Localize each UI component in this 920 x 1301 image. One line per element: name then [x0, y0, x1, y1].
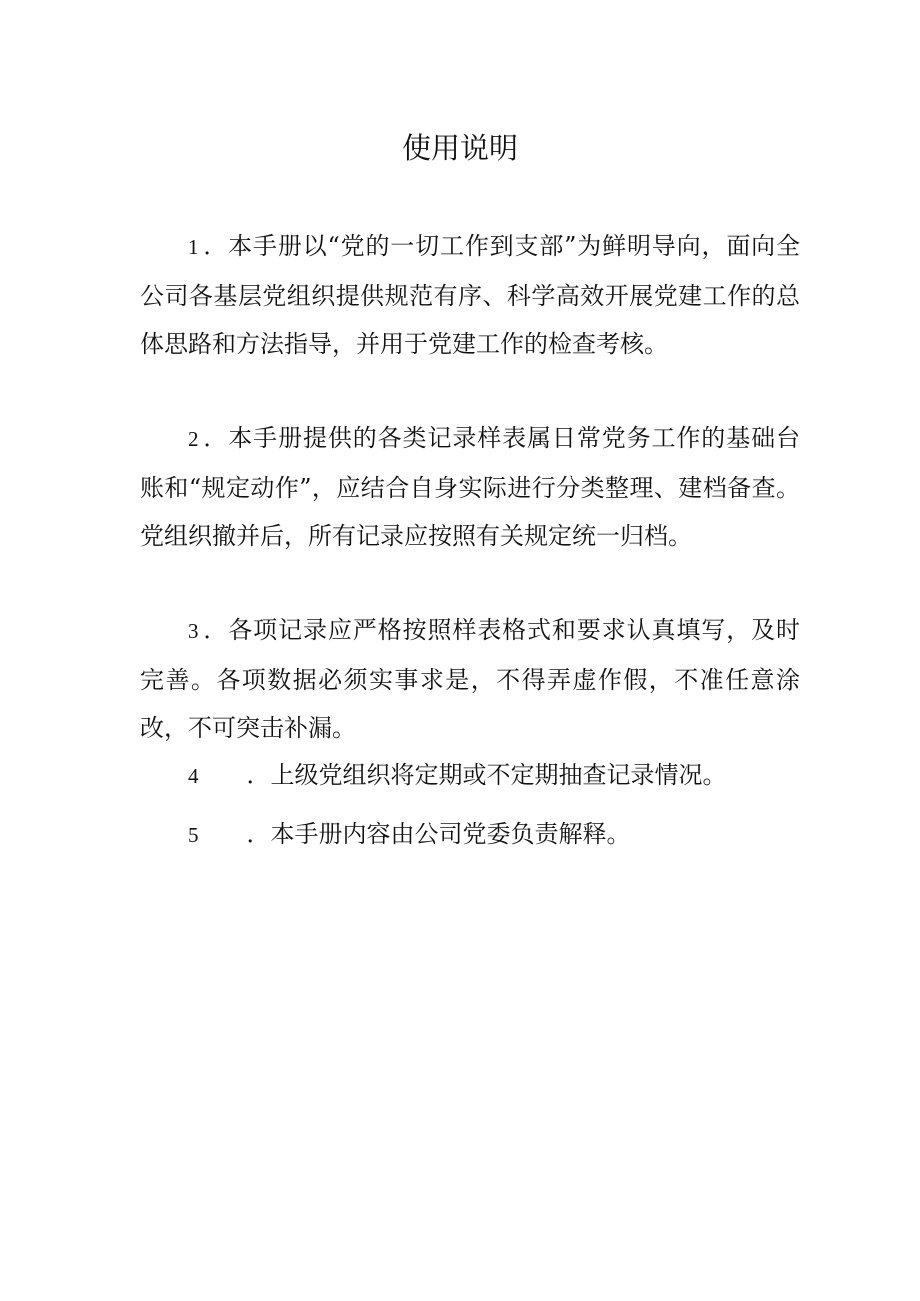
item-text: ．上级党组织将定期或不定期抽查记录情况。 [246, 761, 727, 789]
instruction-item-2 [140, 414, 800, 561]
item-text: ．本手册内容由公司党委负责解释。 [246, 820, 631, 848]
item-number: 5 [188, 823, 199, 847]
item-number: 2 [188, 427, 199, 451]
instruction-item-4 [140, 751, 800, 801]
instruction-item-5 [140, 810, 800, 860]
item-number: 4 [188, 764, 199, 788]
item-number: 3 [188, 619, 199, 643]
instruction-item-1 [140, 222, 800, 369]
item-text: ．本手册提供的各类记录样表属日常党务工作的基础台账和“规定动作”，应结合自身实际进行分类整理、建档备查。党组织撤并后，所有记录应按照有关规定统一归档。 [140, 424, 800, 550]
item-text: ．各项记录应严格按照样表格式和要求认真填写，及时完善。各项数据必须实事求是，不得弄虚作假，不准任意涂改，不可突击补漏。 [140, 616, 800, 742]
page-title: 使用说明 [401, 131, 518, 165]
instruction-item-3 [140, 606, 800, 753]
item-text: ．本手册以“党的一切工作到支部”为鲜明导向，面向全公司各基层党组织提供规范有序、科学高效开展党建工作的总体思路和方法指导，并用于党建工作的检查考核。 [140, 232, 800, 358]
item-number: 1 [188, 235, 199, 259]
